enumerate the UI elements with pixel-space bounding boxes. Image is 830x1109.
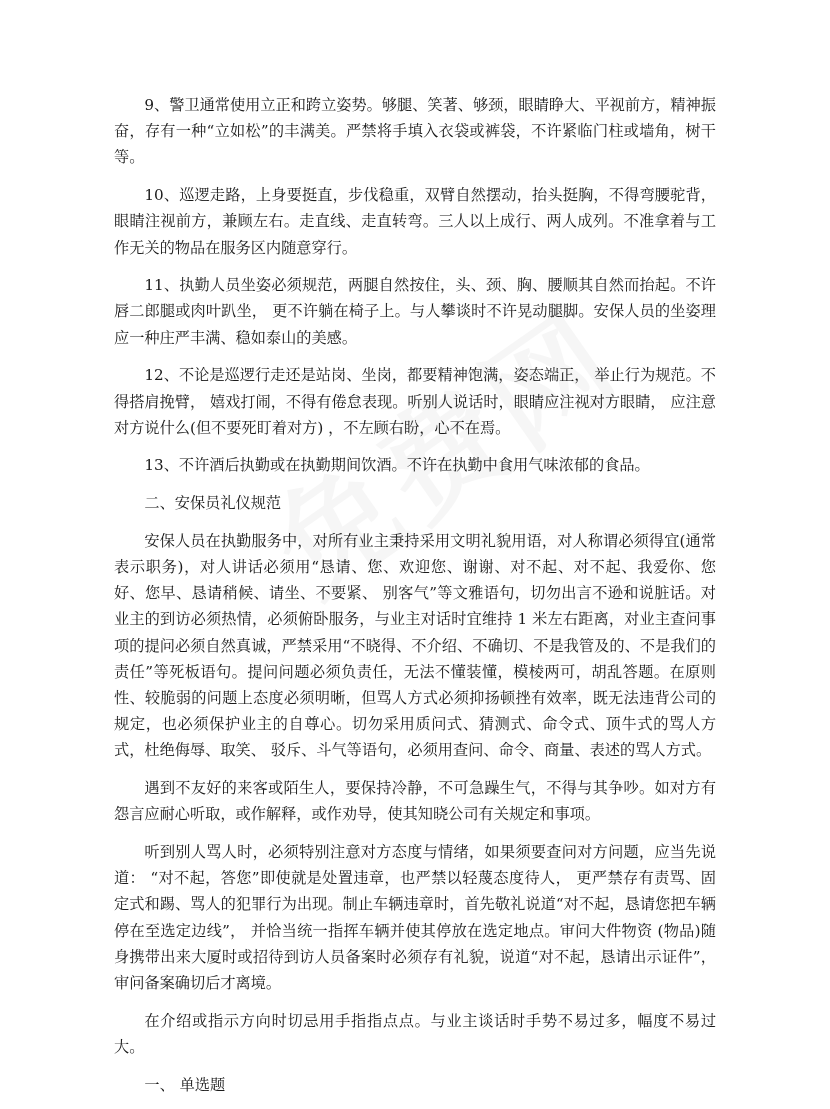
section-paragraph: 安保人员在执勤服务中，对所有业主秉持采用文明礼貌用语，对人称谓必须得宜(通常表示职务)，对人讲话必须用“恳请、您、欢迎您、谢谢、对不起、对不起、我爱你、您好、您早、恳请稍候、请坐、不要紧、 别客气”等文雅语句，切勿出言不逊和说脏话。对业主的到访必须热情，必须俯卧服务，与业主对话时宜维持 1 米左右距离，对业主查问事项的提问必须自然真诚，严禁采用“不晓得、不介绍、不确切、不是我管及的、不是我们的责任”等死板语句。提问问题必须负责任，无法不懂装懂，模棱两可，胡乱答题。在原则性、较脆弱的问题上态度必须明晰，但骂人方式必须抑扬顿挫有效率，既无法违背公司的规定，也必须保护业主的自尊心。切勿采用质问式、猜测式、命令式、顶牛式的骂人方式，杜绝侮辱、取笑、 驳斥、斗气等语句，必须用查问、命令、商量、表述的骂人方式。 — [114, 531, 716, 760]
section-paragraph: 在介绍或指示方向时切忌用手指指点点。与业主谈话时手势不易过多，幅度不易过大。 — [114, 1011, 716, 1056]
section-paragraph: 听到别人骂人时，必须特别注意对方态度与情绪，如果须要查问对方问题，应当先说道： “对不起，答您”即使就是处置违章，也严禁以轻蔑态度待人， 更严禁存有责骂、固定式和踢、骂人的犯罪行为出现。制止车辆违章时，首先敬礼说道“对不起，恳请您把车辆停在至选定边线”， 并恰当统一指挥车辆并使其停放在选定地点。审问大件物资 (物品)随身携带出来大厦时或招待到访人员备案时必须存有礼貌，说道“对不起，恳请出示证件”， 审问备案确切后才离境。 — [114, 843, 716, 993]
section-heading: 二、安保员礼仪规范 — [144, 494, 282, 513]
paragraph-12: 12、不论是巡逻行走还是站岗、坐岗，都要精神饱满，姿态端正， 举止行为规范。不得搭肩挽臂， 嬉戏打闹，不得有倦怠表现。听别人说话时，眼睛应注视对方眼睛， 应注意对方说什么(但不要死盯着对方) ，不左顾右盼，心不在焉。 — [114, 366, 716, 437]
paragraph-13: 13、不许酒后执勤或在执勤期间饮酒。不许在执勤中食用气味浓郁的食品。 — [144, 456, 650, 475]
final-heading: 一、 单选题 — [144, 1075, 226, 1094]
paragraph-9: 9、警卫通常使用立正和跨立姿势。够腿、笑著、够颈，眼睛睁大、平视前方，精神振奋，存有一种“立如松”的丰满美。严禁将手填入衣袋或裤袋，不许紧临门柱或墙角，树干等。 — [114, 96, 716, 167]
section-paragraph: 遇到不友好的来客或陌生人，要保持冷静，不可急躁生气，不得与其争吵。如对方有怨言应耐心听取，或作解释，或作劝导，使其知晓公司有关规定和事项。 — [114, 779, 716, 824]
document-page — [114, 92, 716, 1109]
paragraph-11: 11、执勤人员坐姿必须规范，两腿自然按住，头、颈、胸、腰顺其自然而抬起。不许唇二郎腿或肉叶趴坐， 更不许躺在椅子上。与人攀谈时不许晃动腿脚。安保人员的坐姿理应一种庄严丰满、稳如泰山的美感。 — [114, 276, 716, 347]
paragraph-10: 10、巡逻走路，上身要挺直，步伐稳重，双臂自然摆动，抬头挺胸，不得弯腰驼背，眼睛注视前方，兼顾左右。走直线、走直转弯。三人以上成行、两人成列。不准拿着与工作无关的物品在服务区内随意穿行。 — [114, 186, 716, 257]
